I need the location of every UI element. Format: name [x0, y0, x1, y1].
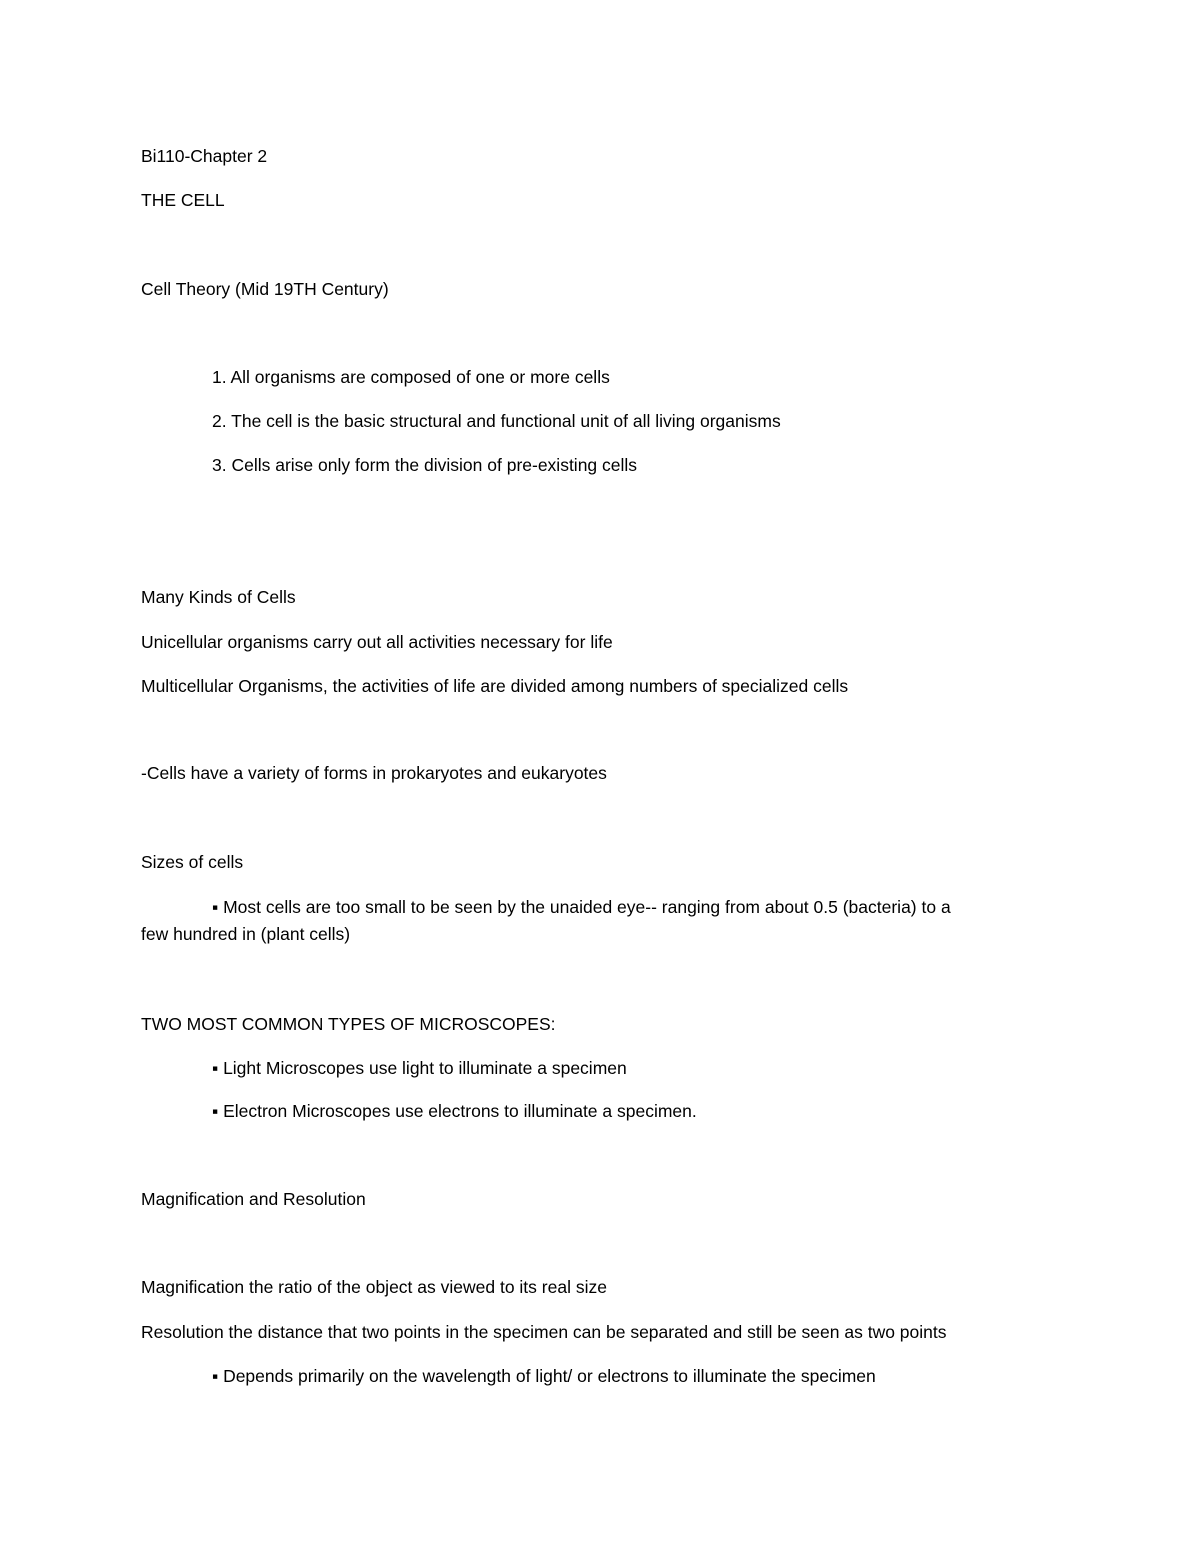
cell-theory-item-2: 2. The cell is the basic structural and functional unit of all living organisms	[212, 411, 781, 431]
kinds-of-cells-heading: Many Kinds of Cells	[141, 587, 296, 607]
cell-theory-item-3: 3. Cells arise only form the division of pre-existing cells	[212, 455, 638, 475]
unicellular-line: Unicellular organisms carry out all activities necessary for life	[141, 632, 613, 652]
microscope-bullet-electron: ▪ Electron Microscopes use electrons to illuminate a specimen.	[212, 1101, 697, 1121]
magnification-definition: Magnification the ratio of the object as viewed to its real size	[141, 1277, 607, 1297]
cell-theory-item-1: 1. All organisms are composed of one or more cells	[212, 367, 610, 387]
cell-forms-line: -Cells have a variety of forms in prokaryotes and eukaryotes	[141, 763, 607, 783]
topic-heading: THE CELL	[141, 190, 225, 210]
magnification-heading: Magnification and Resolution	[141, 1189, 366, 1209]
multicellular-line: Multicellular Organisms, the activities of life are divided among numbers of specialized cells	[141, 676, 849, 696]
microscopes-heading: TWO MOST COMMON TYPES OF MICROSCOPES:	[141, 1014, 556, 1034]
sizes-bullet-line-2: few hundred in (plant cells)	[141, 924, 351, 944]
sizes-bullet-line-1: ▪ Most cells are too small to be seen by the unaided eye-- ranging from about 0.5 (bacteria) to a	[212, 897, 951, 917]
resolution-bullet: ▪ Depends primarily on the wavelength of light/ or electrons to illuminate the specimen	[212, 1366, 876, 1386]
cell-theory-heading: Cell Theory (Mid 19TH Century)	[141, 279, 389, 299]
course-heading: Bi110-Chapter 2	[141, 146, 268, 166]
resolution-definition: Resolution the distance that two points in the specimen can be separated and still be seen as two points	[141, 1322, 947, 1342]
microscope-bullet-light: ▪ Light Microscopes use light to illuminate a specimen	[212, 1058, 627, 1078]
sizes-of-cells-heading: Sizes of cells	[141, 852, 244, 872]
